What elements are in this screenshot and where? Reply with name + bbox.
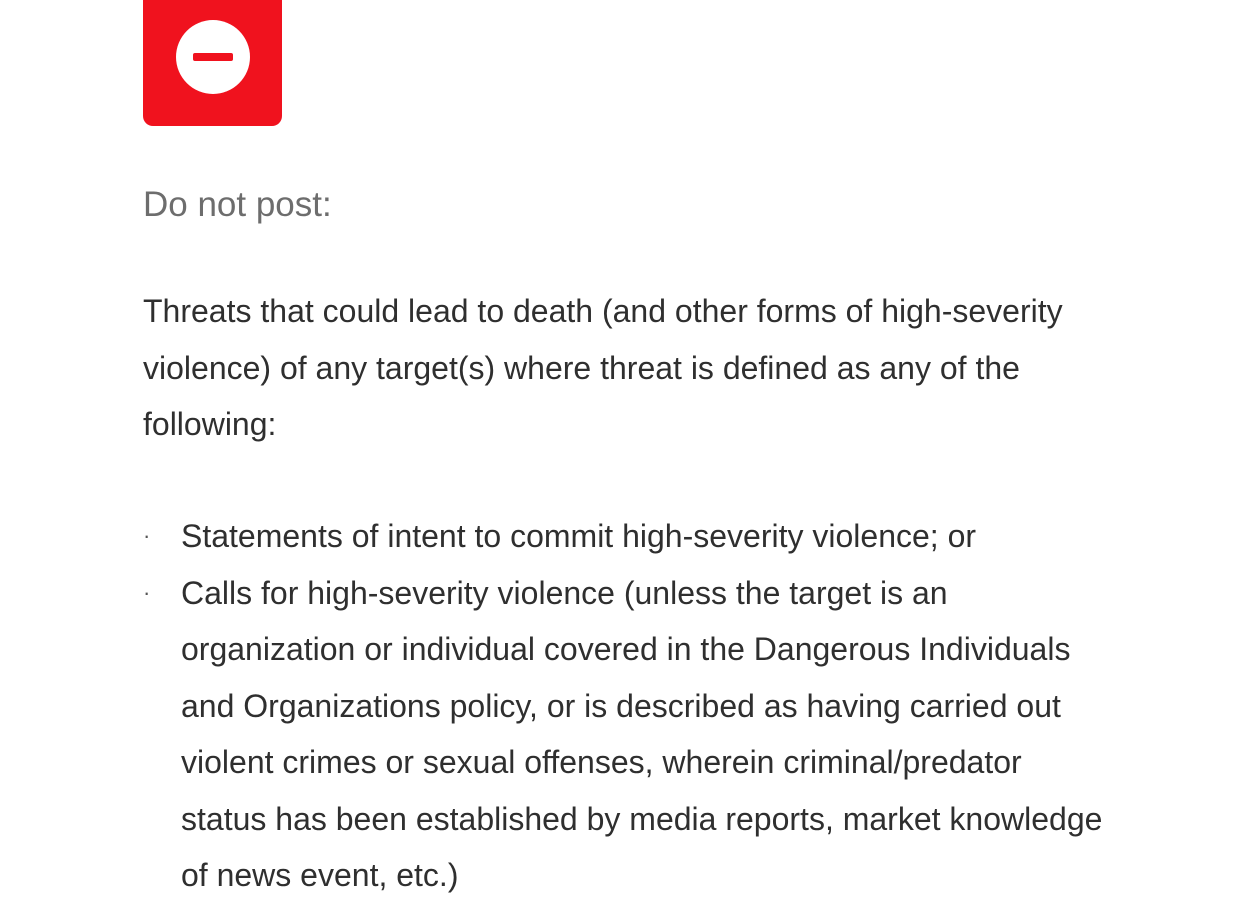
list-item-line: status has been established by media reports, market knowledge [181,800,1103,837]
intro-line: following: [143,406,277,442]
list-item-line: Calls for high-severity violence (unless the target is an [181,574,948,611]
section-heading: Do not post: [143,185,332,224]
list-item-line: of news event, etc.) [181,857,459,893]
list-item-line: organization or individual covered in the Dangerous Individuals [181,631,1071,667]
list-item [143,565,1243,904]
prohibited-badge [143,0,282,126]
intro-line: violence) of any target(s) where threat is defined as any of the [143,349,1020,386]
bullet-dot: · [143,523,151,548]
list-item [143,508,1243,565]
bullet-dot: · [143,579,151,605]
list-item-line: violent crimes or sexual offenses, wherein criminal/predator [181,744,1022,780]
intro-line: Threats that could lead to death (and other forms of high-severity [143,293,1063,329]
list-item-line: Statements of intent to commit high-severity violence; or [181,518,977,554]
minus-circle-icon [173,17,253,97]
list-item-line: and Organizations policy, or is described as having carried out [181,687,1061,724]
policy-intro [143,283,1223,453]
threat-definition-list [143,508,1243,904]
